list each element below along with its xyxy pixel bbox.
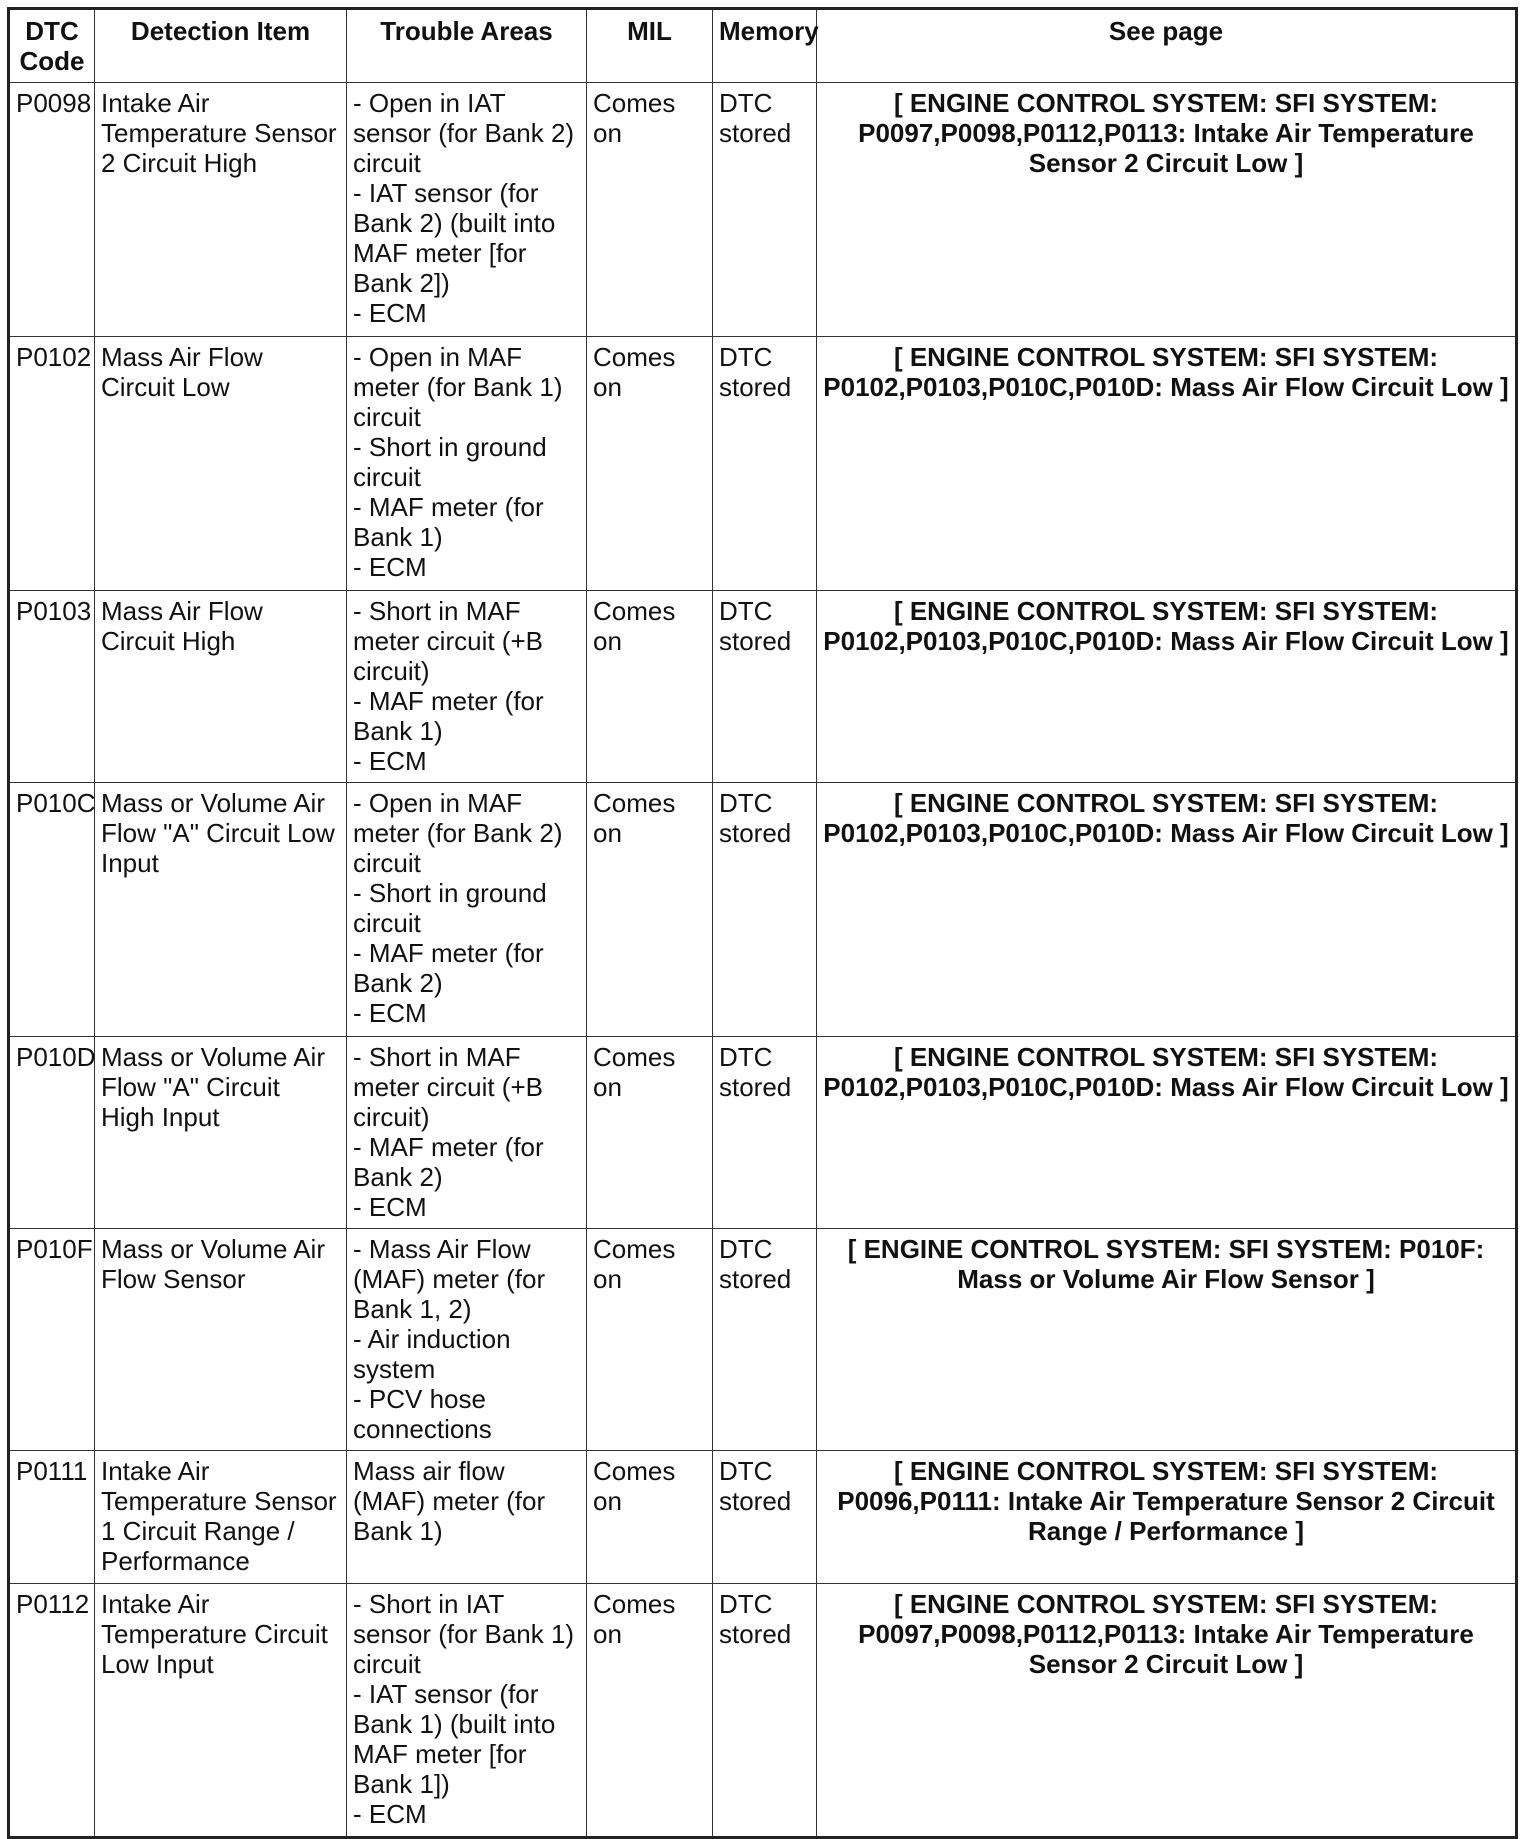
detection-item-cell: Intake Air Temperature Sensor 2 Circuit High [95, 83, 347, 337]
trouble-areas-cell [347, 1229, 587, 1451]
memory-cell: DTC stored [713, 591, 817, 783]
trouble-area-line: - Short in MAF meter circuit (+B circuit) [353, 1042, 543, 1132]
memory-cell: DTC stored [713, 83, 817, 337]
dtc-code-cell: P0102 [9, 337, 95, 591]
see-page-link: [ ENGINE CONTROL SYSTEM: SFI SYSTEM: P0096,P0111: Intake Air Temperature Sensor 2 Circuit Range / Performance ] [817, 1451, 1517, 1584]
dtc-code-cell: P0112 [9, 1584, 95, 1838]
trouble-areas-cell [347, 337, 587, 591]
trouble-area-line: - MAF meter (for Bank 2) [353, 1132, 544, 1192]
trouble-area-line: - IAT sensor (for Bank 1) (built into MAF meter [for Bank 1]) [353, 1679, 556, 1799]
trouble-area-line: - Short in ground circuit [353, 878, 547, 938]
detection-item-cell: Mass or Volume Air Flow "A" Circuit Low Input [95, 783, 347, 1037]
see-page-link: [ ENGINE CONTROL SYSTEM: SFI SYSTEM: P0102,P0103,P010C,P010D: Mass Air Flow Circuit Low ] [817, 783, 1517, 1037]
detection-item-cell: Mass or Volume Air Flow Sensor [95, 1229, 347, 1451]
table-body [9, 83, 1517, 1838]
trouble-area-line: - ECM [353, 552, 427, 582]
mil-cell: Comes on [587, 337, 713, 591]
trouble-areas-cell [347, 783, 587, 1037]
trouble-area-line: - Mass Air Flow (MAF) meter (for Bank 1, 2) [353, 1234, 546, 1324]
trouble-areas-cell [347, 1451, 587, 1584]
trouble-area-line: Mass air flow (MAF) meter (for Bank 1) [353, 1456, 546, 1546]
header-dtc-code: DTC Code [9, 9, 95, 83]
trouble-area-line: - Air induction system [353, 1324, 511, 1384]
trouble-area-line: - Open in MAF meter (for Bank 2) circuit [353, 788, 563, 878]
dtc-code-cell: P0103 [9, 591, 95, 783]
memory-cell: DTC stored [713, 1037, 817, 1229]
trouble-area-line: - IAT sensor (for Bank 2) (built into MAF meter [for Bank 2]) [353, 178, 556, 298]
trouble-area-line: - ECM [353, 746, 427, 776]
header-mil: MIL [587, 9, 713, 83]
trouble-area-line: - Open in MAF meter (for Bank 1) circuit [353, 342, 563, 432]
trouble-area-line: - Open in IAT sensor (for Bank 2) circuit [353, 88, 575, 178]
mil-cell: Comes on [587, 1451, 713, 1584]
header-trouble-areas: Trouble Areas [347, 9, 587, 83]
detection-item-cell: Mass Air Flow Circuit High [95, 591, 347, 783]
trouble-area-line: - MAF meter (for Bank 2) [353, 938, 544, 998]
detection-item-cell: Mass Air Flow Circuit Low [95, 337, 347, 591]
see-page-link: [ ENGINE CONTROL SYSTEM: SFI SYSTEM: P010F: Mass or Volume Air Flow Sensor ] [817, 1229, 1517, 1451]
memory-cell: DTC stored [713, 1451, 817, 1584]
trouble-areas-cell [347, 1037, 587, 1229]
trouble-area-line: - Short in MAF meter circuit (+B circuit) [353, 596, 543, 686]
trouble-area-line: - ECM [353, 298, 427, 328]
memory-cell: DTC stored [713, 1229, 817, 1451]
mil-cell: Comes on [587, 1229, 713, 1451]
detection-item-cell: Intake Air Temperature Circuit Low Input [95, 1584, 347, 1838]
mil-cell: Comes on [587, 1037, 713, 1229]
trouble-area-line: - ECM [353, 1192, 427, 1222]
see-page-link: [ ENGINE CONTROL SYSTEM: SFI SYSTEM: P0097,P0098,P0112,P0113: Intake Air Temperature Sensor 2 Circuit Low ] [817, 1584, 1517, 1838]
memory-cell: DTC stored [713, 1584, 817, 1838]
dtc-code-cell: P0111 [9, 1451, 95, 1584]
table-row [9, 1451, 1517, 1584]
trouble-area-line: - Short in IAT sensor (for Bank 1) circuit [353, 1589, 575, 1679]
dtc-code-cell: P010F [9, 1229, 95, 1451]
detection-item-cell: Mass or Volume Air Flow "A" Circuit High Input [95, 1037, 347, 1229]
dtc-table [7, 7, 1518, 1839]
table-row [9, 783, 1517, 1037]
table-row [9, 1584, 1517, 1838]
trouble-area-line: - PCV hose connections [353, 1384, 492, 1444]
table-row [9, 83, 1517, 337]
trouble-areas-cell [347, 591, 587, 783]
mil-cell: Comes on [587, 591, 713, 783]
mil-cell: Comes on [587, 783, 713, 1037]
memory-cell: DTC stored [713, 337, 817, 591]
table-row [9, 1037, 1517, 1229]
header-detection-item: Detection Item [95, 9, 347, 83]
table-row [9, 337, 1517, 591]
dtc-code-cell: P010D [9, 1037, 95, 1229]
memory-cell: DTC stored [713, 783, 817, 1037]
see-page-link: [ ENGINE CONTROL SYSTEM: SFI SYSTEM: P0102,P0103,P010C,P010D: Mass Air Flow Circuit Low ] [817, 1037, 1517, 1229]
dtc-code-cell: P010C [9, 783, 95, 1037]
trouble-area-line: - Short in ground circuit [353, 432, 547, 492]
see-page-link: [ ENGINE CONTROL SYSTEM: SFI SYSTEM: P0102,P0103,P010C,P010D: Mass Air Flow Circuit Low ] [817, 591, 1517, 783]
trouble-area-line: - ECM [353, 1799, 427, 1829]
mil-cell: Comes on [587, 83, 713, 337]
trouble-area-line: - MAF meter (for Bank 1) [353, 686, 544, 746]
see-page-link: [ ENGINE CONTROL SYSTEM: SFI SYSTEM: P0097,P0098,P0112,P0113: Intake Air Temperature Sensor 2 Circuit Low ] [817, 83, 1517, 337]
see-page-link: [ ENGINE CONTROL SYSTEM: SFI SYSTEM: P0102,P0103,P010C,P010D: Mass Air Flow Circuit Low ] [817, 337, 1517, 591]
dtc-code-cell: P0098 [9, 83, 95, 337]
header-row [9, 9, 1517, 83]
trouble-area-line: - MAF meter (for Bank 1) [353, 492, 544, 552]
trouble-area-line: - ECM [353, 998, 427, 1028]
mil-cell: Comes on [587, 1584, 713, 1838]
trouble-areas-cell [347, 83, 587, 337]
header-see-page: See page [817, 9, 1517, 83]
header-memory: Memory [713, 9, 817, 83]
detection-item-cell: Intake Air Temperature Sensor 1 Circuit Range / Performance [95, 1451, 347, 1584]
table-row [9, 591, 1517, 783]
table-row [9, 1229, 1517, 1451]
trouble-areas-cell [347, 1584, 587, 1838]
